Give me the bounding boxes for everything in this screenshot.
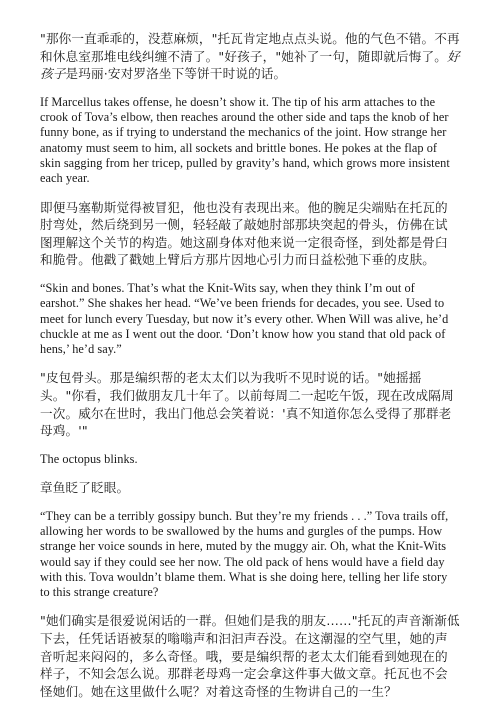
paragraph-text: "那你一直乖乖的，没惹麻烦，"托瓦肯定地点点头说。他的气色不错。不再和休息室那堆电线纠缠不清了。"好孩子，"她补了一句，随即就后悔了。 [40,31,460,64]
paragraph-text: 是玛丽·安对罗洛坐下等饼干时说的话。 [65,66,287,82]
paragraph-zh-4: 章鱼眨了眨眼。 [40,480,130,496]
italic-text: 好孩子 [40,48,460,82]
paragraph-zh-2: 即便马塞勒斯觉得被冒犯，他也没有表现出来。他的腕足尖端贴在托瓦的肘弯处，然后绕到另一侧，轻轻敲了敲她肘部那块突起的骨头，仿佛在试图理解这个关节的构造。她这副身体对他来说一定很奇怪，到处都是骨臼和脆骨。他戳了戳她上臂后方那片因地心引力而日益松弛下垂的皮肤。 [40,199,448,268]
paragraph-zh-1 [40,30,460,83]
paragraph-zh-5: "她们确实是很爱说闲话的一群。但她们是我的朋友……"托瓦的声音渐渐低下去，任凭话语被泵的嗡嗡声和汩汩声吞没。在这潮湿的空气里，她的声音听起来闷闷的，多么奇怪。哦，要是编织帮的老太太们能看到她现在的样子，不知会怎么说。那群老母鸡一定会拿这件事大做文章。托瓦也不会怪她们。她在这里做什么呢？对着这奇怪的生物讲自己的一生？ [40,613,460,699]
paragraph-en-1: If Marcellus takes offense, he doesn’t show it. The tip of his arm attaches to the crook of Tova’s elbow, then reaches around the other side and taps the knob of her funny bone, as if trying to understand the mechanics of the joint. How strange her anatomy must seem to him, all sockets and brittle bones. He pokes at the flap of skin sagging from her tricep, pulled by gravity’s hand, which grows more insistent each year. [40,94,450,186]
paragraph-zh-3: "皮包骨头。那是编织帮的老太太们以为我听不见时说的话。"她摇摇头。"你看，我们做朋友几十年了。以前每周二一起吃午饭，现在改成隔周一次。威尔在世时，我出门他总会笑着说：'真不知道你怎么受得了那群老母鸡。'" [40,370,454,439]
paragraph-en-2: “Skin and bones. That’s what the Knit-Wits say, when they think I’m out of earshot.” She shakes her head. “We’ve been friends for decades, you see. Used to meet for lunch every Tuesday, but now it’s every other. When Will was alive, he’d chuckle at me as I went out the door. ‘Don’t know how you stand that old pack of hens,’ he’d say.” [40,280,449,357]
paragraph-en-3: The octopus blinks. [40,451,138,466]
paragraph-en-4: “They can be a terribly gossipy bunch. But they’re my friends . . .” Tova trails off, allowing her words to be swallowed by the hums and gurgles of the pumps. How strange her voice sounds in here, muted by the muggy air. Oh, what the Knit-Wits would say if they could see her now. The old pack of hens would have a field day with this. Tova wouldn’t blame them. What is she doing here, telling her life story to this strange creature? [40,508,449,600]
